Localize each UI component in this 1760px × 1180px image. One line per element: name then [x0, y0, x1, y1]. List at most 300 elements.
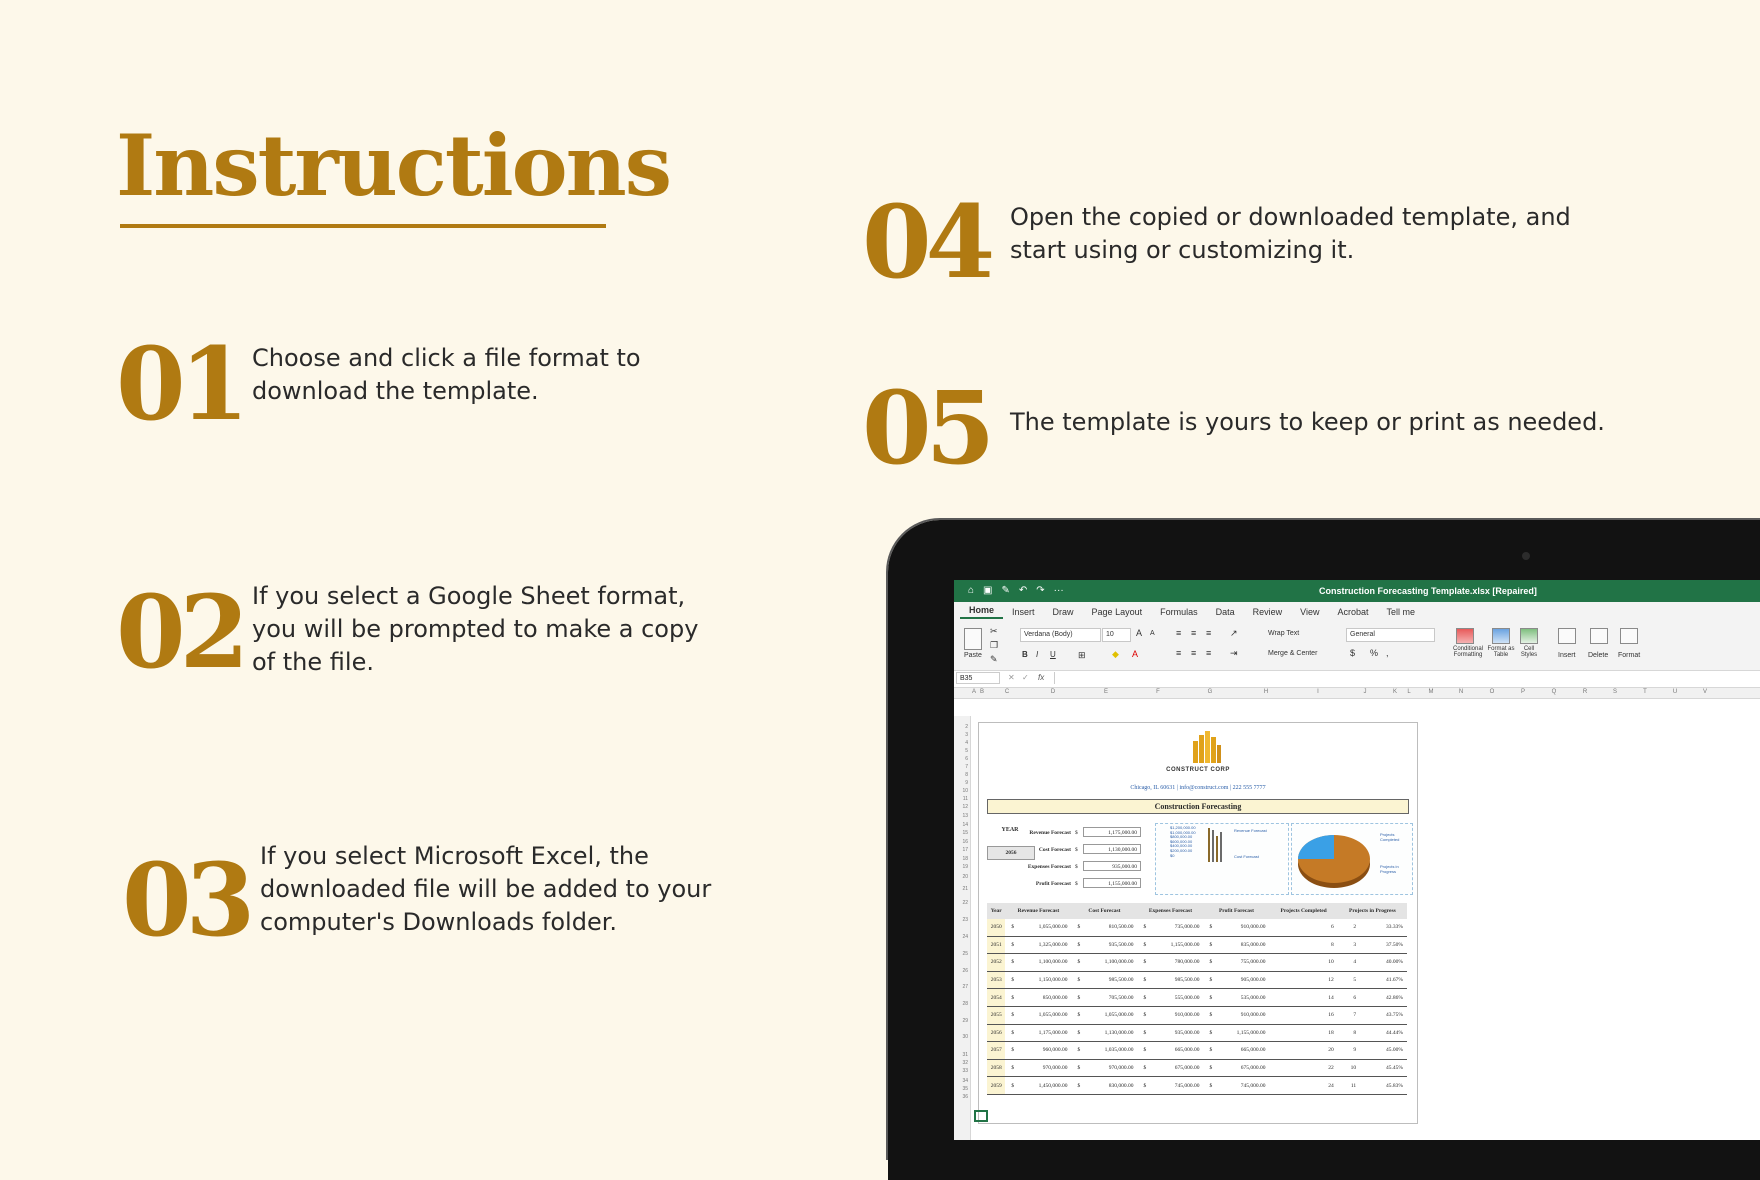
row-header[interactable]: 8 — [965, 772, 968, 778]
row-header[interactable]: 6 — [965, 756, 968, 762]
cell-currency: $ — [1005, 989, 1023, 1007]
cell-currency: $ — [1071, 1024, 1089, 1042]
excel-window — [954, 580, 1760, 1140]
cell-percent: 37.50% — [1360, 936, 1407, 954]
cell-expenses: 935,000.00 — [1155, 1024, 1203, 1042]
cell-cost: 830,000.00 — [1089, 1077, 1137, 1095]
row-header[interactable]: 25 — [962, 951, 968, 957]
cell-currency: $ — [1203, 1042, 1221, 1060]
header-profit: Profit Forecast — [1203, 903, 1269, 919]
formula-bar — [954, 671, 1760, 688]
cell-year: 2054 — [987, 989, 1005, 1007]
cell-currency: $ — [1137, 936, 1155, 954]
home-icon[interactable]: ⌂ — [968, 585, 975, 596]
increase-font-icon[interactable]: A — [1136, 628, 1143, 638]
comma-icon[interactable]: , — [1386, 648, 1389, 658]
cell-currency: $ — [1137, 954, 1155, 972]
cell-completed: 14 — [1269, 989, 1337, 1007]
insert-cells-icon[interactable] — [1558, 628, 1576, 644]
summary-currency-cost: $ — [1075, 847, 1078, 853]
row-header[interactable]: 16 — [962, 839, 968, 845]
title-underline — [120, 224, 606, 228]
row-header[interactable]: 14 — [962, 822, 968, 828]
pie-legend-completed: Projects Completed — [1380, 832, 1400, 842]
cell-completed: 12 — [1269, 971, 1337, 989]
summary-currency-profit: $ — [1075, 881, 1078, 887]
cell-year: 2051 — [987, 936, 1005, 954]
row-header[interactable]: 13 — [962, 813, 968, 819]
company-address: Chicago, IL 60631 | info@construct.com | 222 555 7777 — [1130, 785, 1266, 791]
cell-completed: 22 — [1269, 1059, 1337, 1077]
row-header[interactable]: 26 — [962, 968, 968, 974]
cell-currency: $ — [1137, 1006, 1155, 1024]
bar-axis-tick: $0 — [1170, 852, 1175, 858]
cell-expenses: 745,000.00 — [1155, 1077, 1203, 1095]
summary-value-profit: 1,155,000.00 — [1083, 878, 1141, 888]
header-cost: Cost Forecast — [1071, 903, 1137, 919]
step-04-text: Open the copied or downloaded template, and start using or customizing it. — [1010, 203, 1571, 264]
row-header[interactable]: 23 — [962, 917, 968, 923]
column-header[interactable]: U — [1672, 689, 1678, 695]
cell-percent: 43.75% — [1360, 1006, 1407, 1024]
cell-profit: 835,000.00 — [1221, 936, 1269, 954]
row-header[interactable]: 5 — [965, 748, 968, 754]
name-box[interactable]: B35 — [956, 672, 1000, 684]
column-header[interactable]: E — [1103, 689, 1108, 695]
font-color-icon[interactable]: A — [1132, 649, 1139, 659]
paste-button[interactable]: Paste — [964, 652, 982, 659]
table-row — [987, 971, 1407, 989]
cell-completed: 10 — [1269, 954, 1337, 972]
cell-currency: $ — [1071, 919, 1089, 936]
table-row — [987, 1024, 1407, 1042]
cell-currency: $ — [1203, 1059, 1221, 1077]
column-header[interactable]: N — [1458, 689, 1464, 695]
row-header[interactable]: 2 — [965, 724, 968, 730]
font-name-select[interactable]: Verdana (Body) — [1020, 628, 1101, 642]
cell-currency: $ — [1005, 936, 1023, 954]
cell-profit: 910,000.00 — [1221, 1006, 1269, 1024]
cell-cost: 1,130,000.00 — [1089, 1024, 1137, 1042]
cell-revenue: 1,055,000.00 — [1023, 919, 1071, 936]
summary-value-cost: 1,130,000.00 — [1083, 844, 1141, 854]
pie-legend-in-progress: Projects in Progress — [1380, 864, 1399, 874]
undo-icon[interactable]: ↶ — [1018, 585, 1028, 596]
formula-input[interactable] — [1054, 672, 1755, 684]
row-header[interactable]: 22 — [962, 900, 968, 906]
row-header[interactable]: 7 — [965, 764, 968, 770]
summary-label-profit: Profit Forecast — [1035, 881, 1071, 887]
conditional-formatting-icon[interactable] — [1456, 628, 1474, 644]
row-header[interactable]: 29 — [962, 1018, 968, 1024]
cell-currency: $ — [1137, 1059, 1155, 1077]
cell-profit: 665,000.00 — [1221, 1042, 1269, 1060]
cell-revenue: 970,000.00 — [1023, 1059, 1071, 1077]
cell-revenue: 1,175,000.00 — [1023, 1024, 1071, 1042]
column-header[interactable]: K — [1392, 689, 1397, 695]
indent-icon[interactable]: ⇥ — [1230, 648, 1238, 658]
tab-formulas[interactable]: Formulas — [1160, 607, 1198, 617]
cell-currency: $ — [1203, 971, 1221, 989]
conditional-formatting-button[interactable]: Conditional Formatting — [1452, 646, 1484, 658]
cell-year: 2050 — [987, 919, 1005, 936]
cell-currency: $ — [1203, 936, 1221, 954]
cell-year: 2052 — [987, 954, 1005, 972]
fx-icon[interactable]: fx — [1038, 673, 1045, 682]
cell-percent: 45.83% — [1360, 1077, 1407, 1095]
step-03-text: If you select Microsoft Excel, the downloaded file will be added to your computer's Downloads folder. — [260, 842, 712, 936]
column-header[interactable]: D — [1050, 689, 1056, 695]
bar-legend-revenue: Revenue Forecast — [1234, 828, 1267, 833]
tab-data[interactable]: Data — [1215, 607, 1235, 617]
cell-year: 2056 — [987, 1024, 1005, 1042]
cell-cost: 935,500.00 — [1089, 936, 1137, 954]
row-header[interactable]: 31 — [962, 1052, 968, 1058]
cell-revenue: 1,325,000.00 — [1023, 936, 1071, 954]
cell-in-progress: 3 — [1338, 936, 1360, 954]
row-header[interactable]: 34 — [962, 1078, 968, 1084]
year-label: YEAR — [1001, 827, 1019, 833]
step-03-number: 03 — [122, 841, 250, 959]
pie-chart — [1294, 826, 1376, 892]
cell-expenses: 735,000.00 — [1155, 919, 1203, 936]
cell-profit: 905,000.00 — [1221, 971, 1269, 989]
summary-currency-revenue: $ — [1075, 830, 1078, 836]
cell-expenses: 910,000.00 — [1155, 1006, 1203, 1024]
column-header[interactable]: A — [971, 689, 976, 695]
row-header[interactable]: 36 — [962, 1094, 968, 1100]
cell-completed: 8 — [1269, 936, 1337, 954]
summary-value-expenses: 935,000.00 — [1083, 861, 1141, 871]
cell-currency: $ — [1071, 1006, 1089, 1024]
edit-icon[interactable]: ✎ — [1001, 585, 1010, 596]
underline-icon[interactable]: U — [1050, 650, 1056, 659]
decrease-font-icon[interactable]: A — [1150, 630, 1155, 637]
wrap-text-button[interactable]: Wrap Text — [1268, 630, 1300, 637]
cell-in-progress: 6 — [1338, 989, 1360, 1007]
cell-currency: $ — [1137, 919, 1155, 936]
bar-legend-cost: Cost Forecast — [1234, 854, 1259, 859]
step-01-text: Choose and click a file format to download the template. — [252, 344, 641, 405]
header-revenue: Revenue Forecast — [1005, 903, 1071, 919]
format-painter-icon[interactable]: ✎ — [990, 654, 998, 664]
table-row — [987, 1059, 1407, 1077]
format-button[interactable]: Format — [1618, 652, 1641, 659]
column-header[interactable]: L — [1407, 689, 1411, 695]
redo-icon[interactable]: ↷ — [1036, 585, 1045, 596]
format-cells-icon[interactable] — [1620, 628, 1638, 644]
cell-currency: $ — [1071, 971, 1089, 989]
column-header[interactable]: G — [1207, 689, 1213, 695]
ribbon-toolbar — [954, 622, 1760, 671]
year-input[interactable]: 2056 — [987, 846, 1035, 860]
table-row — [987, 919, 1407, 936]
cell-cost: 1,055,000.00 — [1089, 1006, 1137, 1024]
row-header[interactable]: 27 — [962, 984, 968, 990]
enter-icon[interactable]: ✓ — [1022, 673, 1029, 682]
cell-completed: 6 — [1269, 919, 1337, 936]
bar-expenses — [1216, 836, 1218, 862]
cell-currency: $ — [1203, 919, 1221, 936]
bar-axis-tick: $200,000.00 — [1170, 847, 1193, 853]
cell-currency: $ — [1005, 971, 1023, 989]
insert-button[interactable]: Insert — [1558, 652, 1576, 659]
forecast-table — [987, 903, 1407, 1095]
cell-in-progress: 2 — [1338, 919, 1360, 936]
cell-percent: 33.33% — [1360, 919, 1407, 936]
cell-revenue: 1,150,000.00 — [1023, 971, 1071, 989]
row-header[interactable]: 19 — [962, 864, 968, 870]
cell-year: 2055 — [987, 1006, 1005, 1024]
cell-cost: 705,500.00 — [1089, 989, 1137, 1007]
row-header[interactable]: 28 — [962, 1001, 968, 1007]
row-header[interactable]: 3 — [965, 732, 968, 738]
cell-currency: $ — [1071, 1042, 1089, 1060]
tell-me[interactable]: Tell me — [1386, 607, 1416, 617]
row-headers — [954, 716, 971, 1140]
row-header[interactable]: 35 — [962, 1086, 968, 1092]
cell-cost: 1,035,000.00 — [1089, 1042, 1137, 1060]
row-header[interactable]: 17 — [962, 847, 968, 853]
cell-expenses: 985,500.00 — [1155, 971, 1203, 989]
format-as-table-button[interactable]: Format as Table — [1487, 646, 1515, 658]
row-header[interactable]: 11 — [962, 796, 968, 802]
column-header[interactable]: F — [1156, 689, 1160, 695]
italic-icon[interactable]: I — [1036, 650, 1039, 659]
pie-chart-panel[interactable] — [1291, 823, 1413, 895]
column-header[interactable]: H — [1263, 689, 1269, 695]
forecast-sheet — [978, 722, 1418, 1124]
bar-axis-tick: $600,000.00 — [1170, 838, 1193, 844]
bar-profit — [1220, 832, 1222, 862]
table-row — [987, 954, 1407, 972]
table-row — [987, 1006, 1407, 1024]
cell-in-progress: 11 — [1338, 1077, 1360, 1095]
cell-currency: $ — [1137, 1042, 1155, 1060]
cell-currency: $ — [1071, 954, 1089, 972]
align-middle-icon[interactable]: ≡ — [1191, 628, 1197, 638]
cell-expenses: 675,000.00 — [1155, 1059, 1203, 1077]
summary-currency-expenses: $ — [1075, 864, 1078, 870]
table-row — [987, 1077, 1407, 1095]
table-row — [987, 989, 1407, 1007]
cell-currency: $ — [1005, 1077, 1023, 1095]
tab-acrobat[interactable]: Acrobat — [1337, 607, 1369, 617]
borders-icon[interactable]: ⊞ — [1078, 650, 1086, 660]
company-name: CONSTRUCT CORP — [1166, 767, 1230, 773]
cell-in-progress: 10 — [1338, 1059, 1360, 1077]
cell-completed: 16 — [1269, 1006, 1337, 1024]
cell-currency: $ — [1071, 936, 1089, 954]
font-size-select[interactable]: 10 — [1102, 628, 1131, 642]
row-header[interactable]: 10 — [962, 788, 968, 794]
fill-color-icon[interactable]: ◆ — [1112, 649, 1119, 659]
column-headers — [954, 688, 1760, 699]
row-header[interactable]: 30 — [962, 1034, 968, 1040]
cell-expenses: 665,000.00 — [1155, 1042, 1203, 1060]
cell-revenue: 1,055,000.00 — [1023, 1006, 1071, 1024]
cell-currency: $ — [1203, 1024, 1221, 1042]
cell-percent: 41.67% — [1360, 971, 1407, 989]
forecast-table-body — [987, 919, 1407, 1094]
column-header[interactable]: C — [1004, 689, 1010, 695]
sheet-title: Construction Forecasting — [987, 799, 1409, 814]
cell-expenses: 780,000.00 — [1155, 954, 1203, 972]
cell-currency: $ — [1203, 954, 1221, 972]
cell-currency: $ — [1005, 954, 1023, 972]
row-header[interactable]: 21 — [962, 886, 968, 892]
clipboard-icon[interactable] — [964, 628, 982, 650]
construct-corp-logo — [1189, 731, 1223, 765]
cell-percent: 45.45% — [1360, 1059, 1407, 1077]
column-header[interactable]: O — [1489, 689, 1495, 695]
cell-currency: $ — [1071, 1059, 1089, 1077]
cell-percent: 45.00% — [1360, 1042, 1407, 1060]
tab-page-layout[interactable]: Page Layout — [1091, 607, 1143, 617]
cell-cost: 810,500.00 — [1089, 919, 1137, 936]
number-format-select[interactable]: General — [1346, 628, 1435, 642]
selected-cell[interactable] — [974, 1110, 988, 1122]
cell-profit: 755,000.00 — [1221, 954, 1269, 972]
currency-icon[interactable]: $ — [1350, 648, 1356, 658]
cell-revenue: 850,000.00 — [1023, 989, 1071, 1007]
row-header[interactable]: 24 — [962, 934, 968, 940]
row-header[interactable]: 9 — [965, 780, 968, 786]
align-center-icon[interactable]: ≡ — [1191, 648, 1197, 658]
cut-icon[interactable]: ✂ — [990, 626, 998, 636]
window-title: Construction Forecasting Template.xlsx [Repaired] — [1319, 586, 1537, 596]
bar-cost — [1212, 830, 1214, 862]
cell-styles-button[interactable]: Cell Styles — [1520, 646, 1538, 658]
cell-currency: $ — [1137, 971, 1155, 989]
delete-cells-icon[interactable] — [1590, 628, 1608, 644]
cell-currency: $ — [1071, 1077, 1089, 1095]
save-icon[interactable]: ▣ — [983, 585, 993, 596]
bar-revenue — [1208, 828, 1210, 862]
cell-in-progress: 4 — [1338, 954, 1360, 972]
more-icon[interactable]: ··· — [1053, 585, 1064, 596]
cell-percent: 40.00% — [1360, 954, 1407, 972]
column-header[interactable]: I — [1317, 689, 1319, 695]
summary-label-revenue: Revenue Forecast — [1029, 830, 1071, 836]
row-header[interactable]: 20 — [962, 874, 968, 880]
column-header[interactable]: P — [1520, 689, 1525, 695]
align-top-icon[interactable]: ≡ — [1176, 628, 1182, 638]
tab-home[interactable]: Home — [960, 605, 1003, 619]
copy-icon[interactable]: ❐ — [990, 640, 999, 650]
row-header[interactable]: 15 — [962, 830, 968, 836]
step-05-number: 05 — [862, 369, 990, 487]
row-header[interactable]: 33 — [962, 1068, 968, 1074]
cell-completed: 24 — [1269, 1077, 1337, 1095]
column-header[interactable]: V — [1702, 689, 1707, 695]
bar-axis-tick: $800,000.00 — [1170, 834, 1193, 840]
webcam-icon — [1522, 552, 1530, 560]
cell-revenue: 1,100,000.00 — [1023, 954, 1071, 972]
bar-axis-tick: $1,000,000.00 — [1170, 829, 1196, 835]
align-left-icon[interactable]: ≡ — [1176, 648, 1182, 658]
cell-cost: 1,100,000.00 — [1089, 954, 1137, 972]
tab-view[interactable]: View — [1300, 607, 1320, 617]
cell-styles-icon[interactable] — [1520, 628, 1538, 644]
excel-titlebar — [954, 580, 1760, 602]
cell-percent: 42.86% — [1360, 989, 1407, 1007]
cell-in-progress: 8 — [1338, 1024, 1360, 1042]
cell-currency: $ — [1137, 1024, 1155, 1042]
cell-revenue: 1,450,000.00 — [1023, 1077, 1071, 1095]
cell-currency: $ — [1005, 1006, 1023, 1024]
row-header[interactable]: 18 — [962, 856, 968, 862]
cell-expenses: 555,000.00 — [1155, 989, 1203, 1007]
bar-chart-panel[interactable] — [1155, 823, 1289, 895]
delete-button[interactable]: Delete — [1588, 652, 1609, 659]
column-header[interactable]: Q — [1551, 689, 1557, 695]
orientation-icon[interactable]: ↗ — [1230, 628, 1238, 638]
column-header[interactable]: T — [1643, 689, 1647, 695]
column-header[interactable]: S — [1612, 689, 1617, 695]
cell-in-progress: 9 — [1338, 1042, 1360, 1060]
column-header[interactable]: J — [1363, 689, 1367, 695]
merge-center-button[interactable]: Merge & Center — [1268, 650, 1318, 657]
tab-draw[interactable]: Draw — [1052, 607, 1074, 617]
step-04-number: 04 — [862, 183, 990, 301]
step-01-number: 01 — [116, 325, 244, 443]
cell-cost: 970,000.00 — [1089, 1059, 1137, 1077]
column-header[interactable]: M — [1428, 689, 1434, 695]
cell-year: 2053 — [987, 971, 1005, 989]
bold-icon[interactable]: B — [1022, 650, 1028, 659]
row-header[interactable]: 32 — [962, 1060, 968, 1066]
header-year: Year — [987, 903, 1005, 919]
table-row — [987, 936, 1407, 954]
cell-year: 2059 — [987, 1077, 1005, 1095]
table-row — [987, 1042, 1407, 1060]
bar-axis-tick: $400,000.00 — [1170, 843, 1193, 849]
tab-review[interactable]: Review — [1252, 607, 1283, 617]
cell-expenses: 1,155,000.00 — [1155, 936, 1203, 954]
percent-icon[interactable]: % — [1370, 648, 1379, 658]
cell-cost: 985,500.00 — [1089, 971, 1137, 989]
column-header[interactable]: R — [1582, 689, 1588, 695]
tab-insert[interactable]: Insert — [1012, 607, 1035, 617]
step-05-text: The template is yours to keep or print as needed. — [1010, 408, 1605, 436]
cell-currency: $ — [1137, 989, 1155, 1007]
cell-currency: $ — [1071, 989, 1089, 1007]
summary-value-revenue: 1,175,000.00 — [1083, 827, 1141, 837]
summary-label-cost: Cost Forecast — [1038, 847, 1071, 853]
cell-year: 2058 — [987, 1059, 1005, 1077]
cell-in-progress: 5 — [1338, 971, 1360, 989]
row-header[interactable]: 4 — [965, 740, 968, 746]
header-expenses: Expenses Forecast — [1137, 903, 1203, 919]
cell-profit: 910,000.00 — [1221, 919, 1269, 936]
align-right-icon[interactable]: ≡ — [1206, 648, 1212, 658]
cell-profit: 745,000.00 — [1221, 1077, 1269, 1095]
cancel-icon[interactable]: ✕ — [1008, 673, 1015, 682]
cell-profit: 535,000.00 — [1221, 989, 1269, 1007]
align-bottom-icon[interactable]: ≡ — [1206, 628, 1212, 638]
row-header[interactable]: 12 — [962, 804, 968, 810]
step-02-text: If you select a Google Sheet format, you will be prompted to make a copy of the file. — [252, 582, 699, 676]
format-as-table-icon[interactable] — [1492, 628, 1510, 644]
cell-profit: 1,155,000.00 — [1221, 1024, 1269, 1042]
column-header[interactable]: B — [979, 689, 984, 695]
cell-year: 2057 — [987, 1042, 1005, 1060]
ribbon-tabs — [954, 602, 1760, 622]
header-completed: Projects Completed — [1269, 903, 1337, 919]
cell-percent: 44.44% — [1360, 1024, 1407, 1042]
cell-currency: $ — [1203, 989, 1221, 1007]
